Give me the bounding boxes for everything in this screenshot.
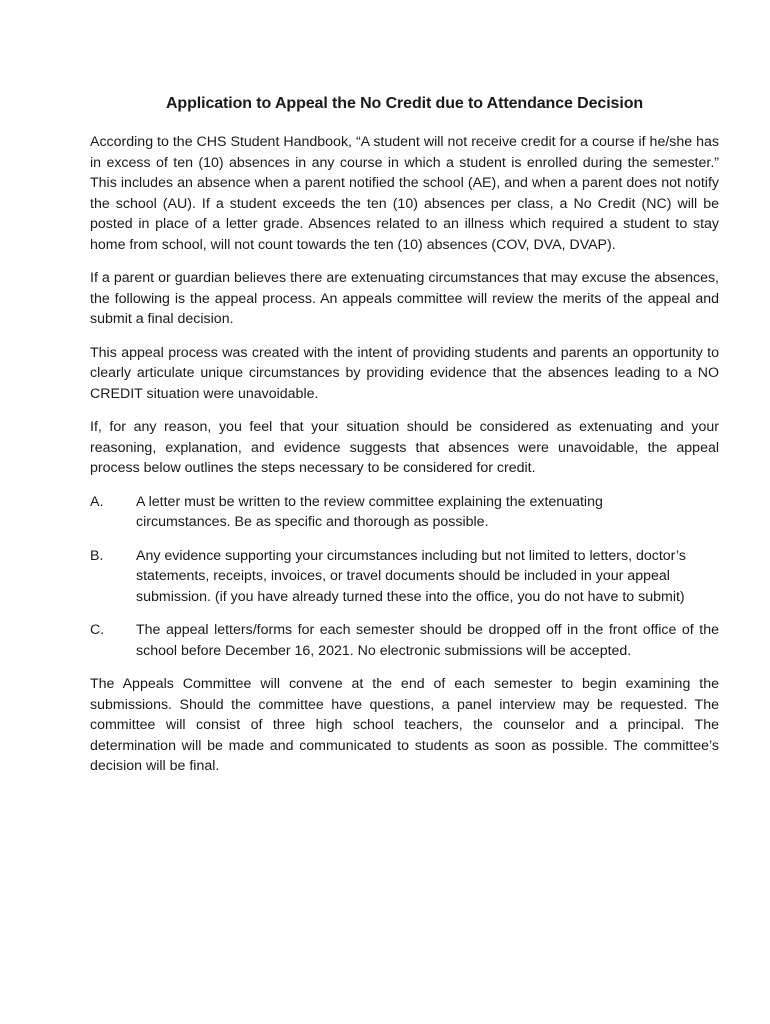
appeal-steps-list xyxy=(90,492,719,662)
list-marker: C. xyxy=(90,622,105,638)
paragraph-committee: The Appeals Committee will convene at the end of each semester to begin examining the submissions. Should the committee have questions, a panel interview may be requested. The committee will consist of three high school teachers, the counselor and a principal. The determination will be made and communicated to students as soon as possible. The committee’s decision will be final. xyxy=(90,676,719,774)
list-item-text: A letter must be written to the review committee explaining the extenuating circumstances. Be as specific and thorough as possible. xyxy=(136,493,603,530)
list-marker: A. xyxy=(90,493,104,510)
paragraph-extenuating: If, for any reason, you feel that your situation should be considered as extenuating and your reasoning, explanation, and evidence suggests that absences were unavoidable, the appeal process below outlines the steps necessary to be considered for credit. xyxy=(90,419,719,476)
paragraph-process-intent: This appeal process was created with the intent of providing students and parents an opportunity to clearly articulate unique circumstances by providing evidence that the absences leading to a NO CREDIT situation were unavoidable. xyxy=(90,344,719,402)
list-item-text: Any evidence supporting your circumstances including but not limited to letters, doctor’s statements, receipts, invoices, or travel documents should be included in your appeal submission. (if you have already turned these into the office, you do not have to submit) xyxy=(136,547,686,605)
list-item-step-c xyxy=(90,620,719,661)
document-page xyxy=(90,94,719,790)
paragraph-handbook-policy: According to the CHS Student Handbook, “A student will not receive credit for a course if he/she has in excess of ten (10) absences in any course in which a student is enrolled during the semester.” This includes an absence when a parent notified the school (AE), and when a parent does not notify the school (AU). If a student exceeds the ten (10) absences per class, a No Credit (NC) will be posted in place of a letter grade. Absences related to an illness which required a student to stay home from school, will not count towards the ten (10) absences (COV, DVA, DVAP). xyxy=(90,134,719,253)
list-item-step-b xyxy=(90,546,719,608)
list-item-text: The appeal letters/forms for each semester should be dropped off in the front office of the school before December 16, 2021. No electronic submissions will be accepted. xyxy=(136,622,719,659)
document-title: Application to Appeal the No Credit due to Attendance Decision xyxy=(165,95,644,112)
list-marker: B. xyxy=(90,547,104,564)
paragraph-appeal-intro: If a parent or guardian believes there are extenuating circumstances that may excuse the absences, the following is the appeal process. An appeals committee will review the merits of the appeal and submit a final decision. xyxy=(90,270,719,327)
list-item-step-a xyxy=(90,492,719,533)
